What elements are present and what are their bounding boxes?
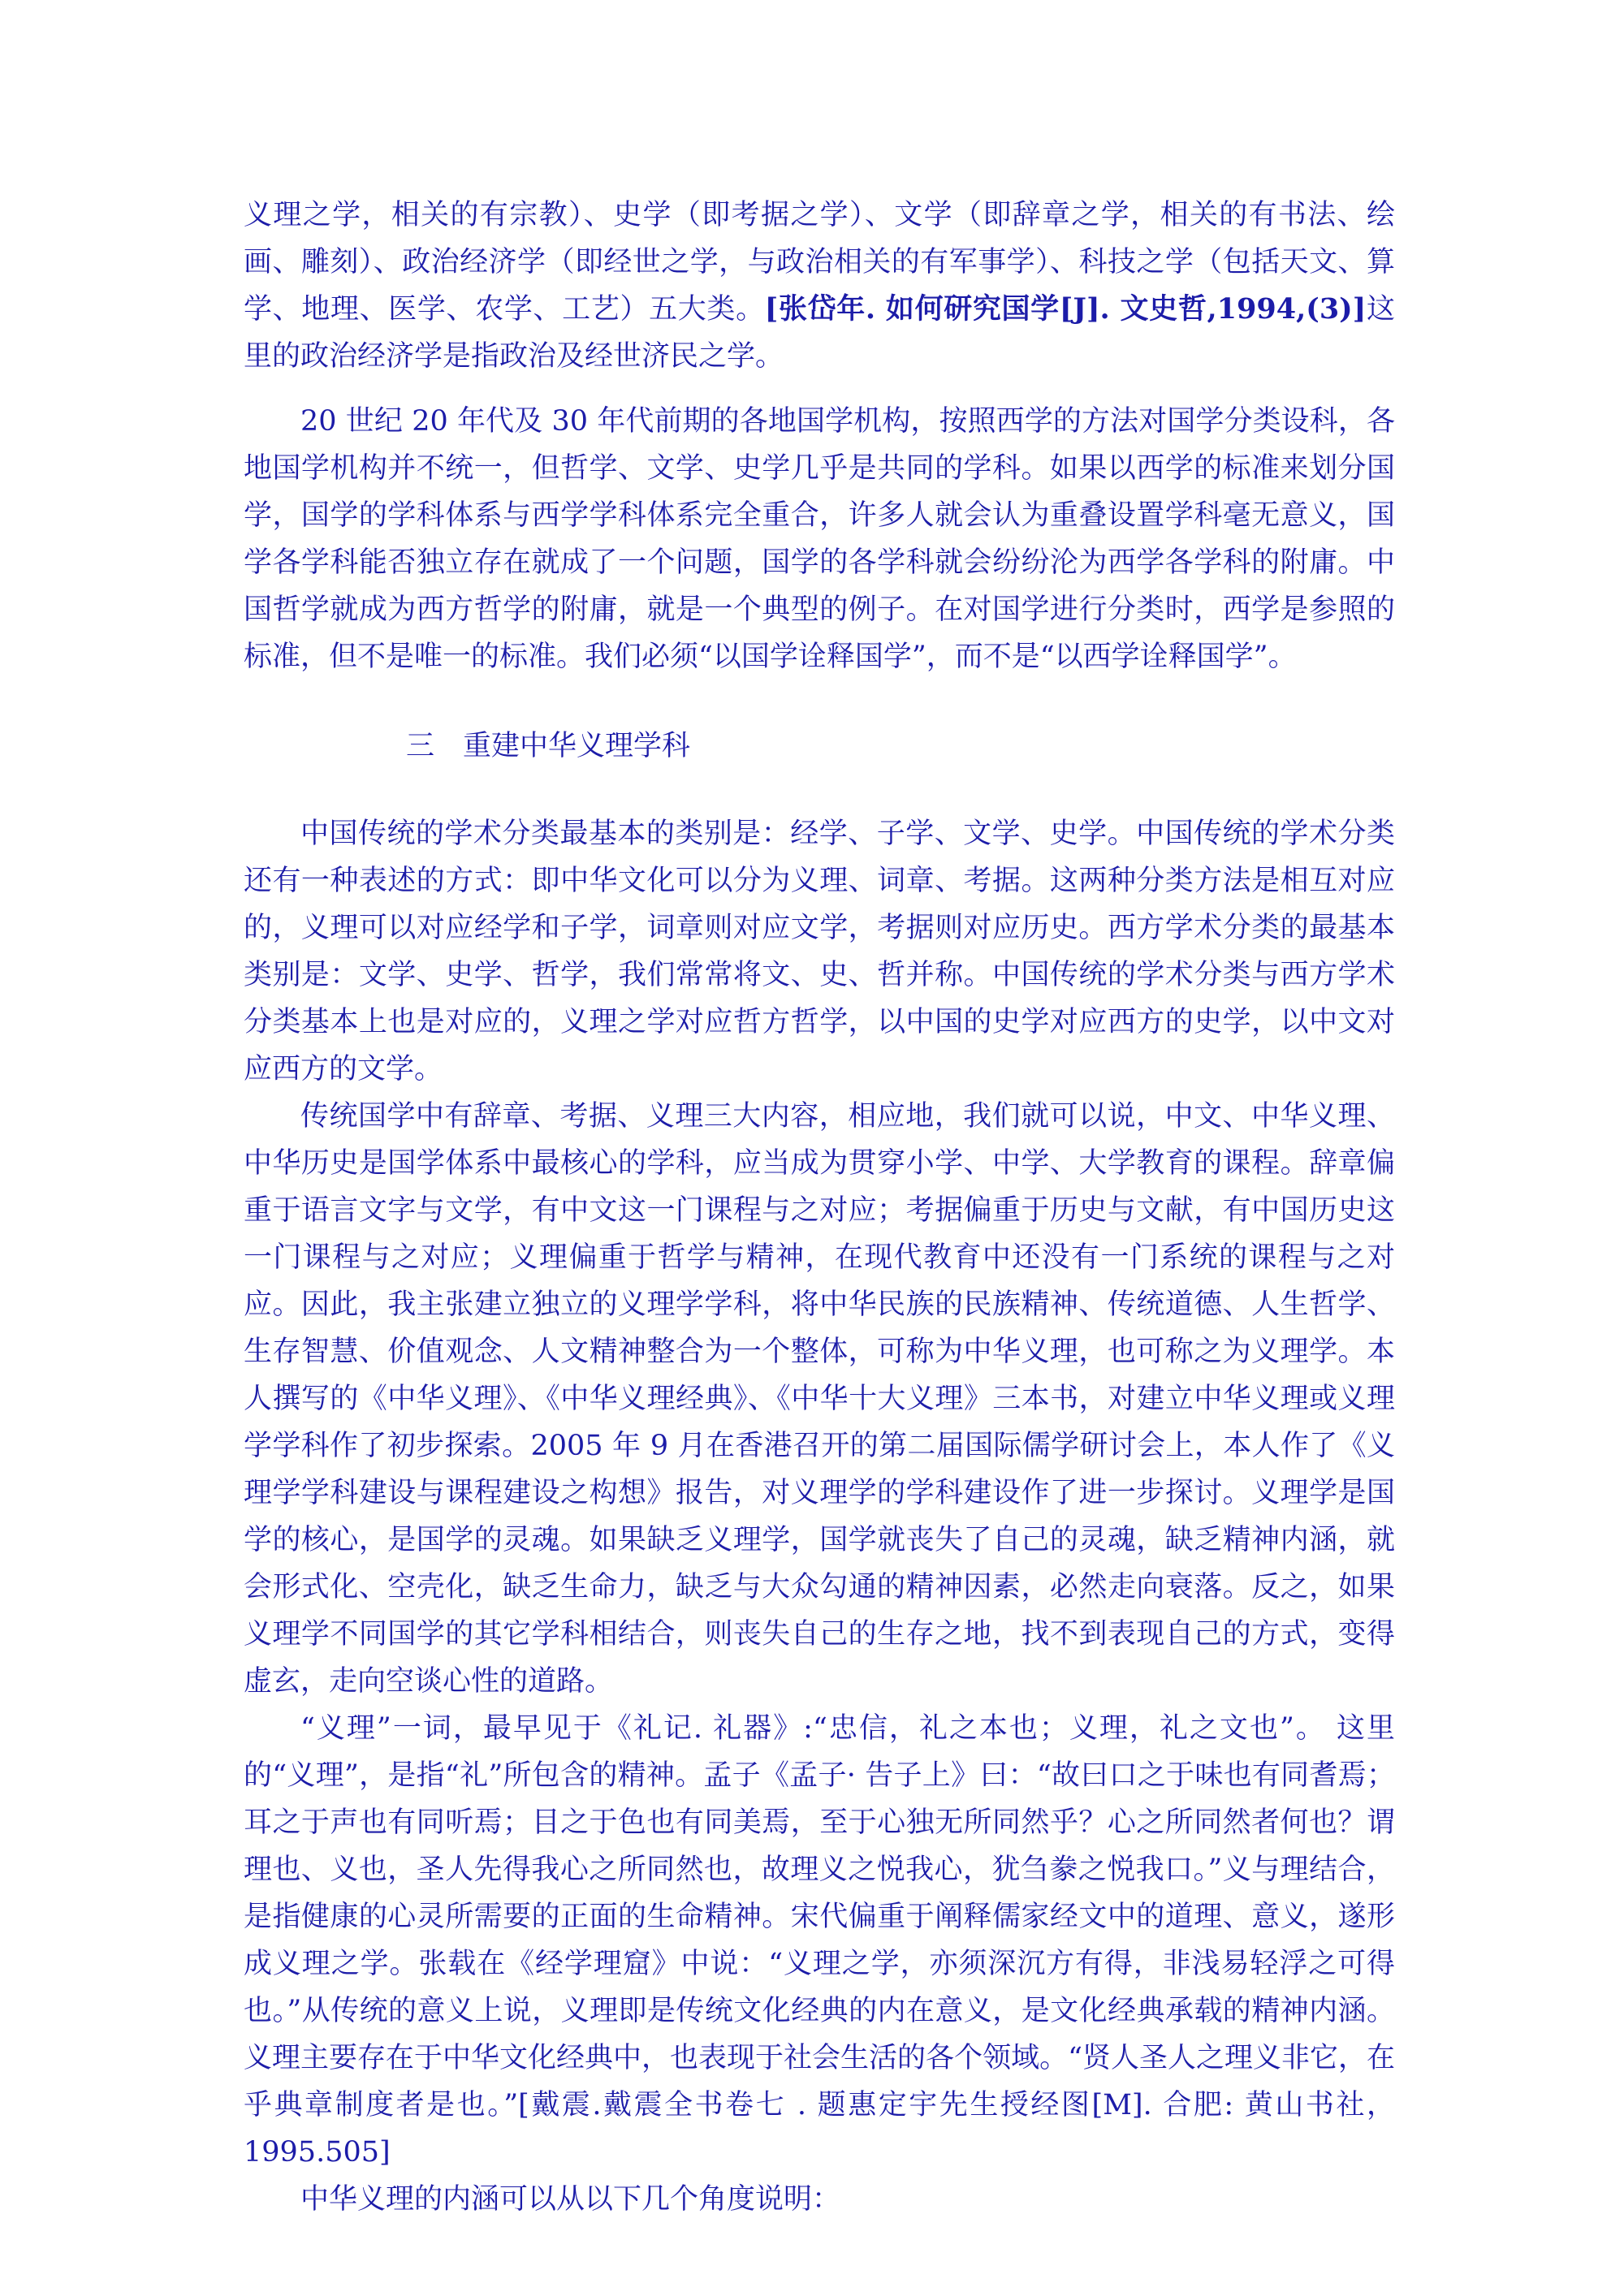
paragraph-1 [244, 192, 1395, 380]
paragraph-5: “义理”一词，最早见于《礼记. 礼器》:“忠信，礼之本也；义理，礼之文也”。 这里的“义理”，是指“礼”所包含的精神。孟子《孟子· 告子上》曰：“故曰口之于味也有同耆焉；耳之于声也有同听焉；目之于色也有同美焉，至于心独无所同然乎？心之所同然者何也？谓理也、义也，圣人先得我心之所同然也，故理义之悦我心，犹刍豢之悦我口。”义与理结合，是指健康的心灵所需要的正面的生命精神。宋代偏重于阐释儒家经文中的道理、意义，遂形成义理之学。张载在《经学理窟》中说：“义理之学，亦须深沉方有得，非浅易轻浮之可得也。”从传统的意义上说，义理即是传统文化经典的内在意义，是文化经典承载的精神内涵。义理主要存在于中华文化经典中，也表现于社会生活的各个领域。“贤人圣人之理义非它，在乎典章制度者是也。”[戴震.戴震全书卷七 . 题惠定宇先生授经图[M]. 合肥: 黄山书社，1995.505] [244, 1712, 1395, 2169]
paragraph-1-tail: 这里的政治经济学是指政治及经世济民之学。 [244, 293, 1395, 373]
paragraph-3: 中国传统的学术分类最基本的类别是：经学、子学、文学、史学。中国传统的学术分类还有一种表述的方式：即中华文化可以分为义理、词章、考据。这两种分类方法是相互对应的，义理可以对应经学和子学，词章则对应文学，考据则对应历史。西方学术分类的最基本类别是：文学、史学、哲学，我们常常将文、史、哲并称。中国传统的学术分类与西方学术分类基本上也是对应的，义理之学对应哲方哲学，以中国的史学对应西方的史学，以中文对应西方的文学。 [244, 818, 1395, 1085]
paragraph-2: 20 世纪 20 年代及 30 年代前期的各地国学机构，按照西学的方法对国学分类设科，各地国学机构并不统一，但哲学、文学、史学几乎是共同的学科。如果以西学的标准来划分国学，国学的学科体系与西学学科体系完全重合，许多人就会认为重叠设置学科毫无意义，国学各学科能否独立存在就成了一个问题，国学的各学科就会纷纷沦为西学各学科的附庸。中国哲学就成为西方哲学的附庸，就是一个典型的例子。在对国学进行分类时，西学是参照的标准，但不是唯一的标准。我们必须“以国学诠释国学”，而不是“以西学诠释国学”。 [244, 405, 1395, 673]
paragraph-6: 中华义理的内涵可以从以下几个角度说明： [300, 2183, 841, 2216]
section-heading: 三 重建中华义理学科 [406, 730, 691, 762]
paragraph-1-text: 义理之学，相关的有宗教）、史学（即考据之学）、文学（即辞章之学，相关的有书法、绘画、雕刻）、政治经济学（即经世之学，与政治相关的有军事学）、科技之学（包括天文、算学、地理、医学、农学、工艺）五大类。 [244, 199, 1395, 326]
citation-zhang-dainian: [张岱年. 如何研究国学[J]. 文史哲,1994,(3)] [764, 292, 1367, 326]
paragraph-4: 传统国学中有辞章、考据、义理三大内容，相应地，我们就可以说，中文、中华义理、中华历史是国学体系中最核心的学科，应当成为贯穿小学、中学、大学教育的课程。辞章偏重于语言文字与文学，有中文这一门课程与之对应；考据偏重于历史与文献，有中国历史这一门课程与之对应；义理偏重于哲学与精神，在现代教育中还没有一门系统的课程与之对应。因此，我主张建立独立的义理学学科，将中华民族的民族精神、传统道德、人生哲学、生存智慧、价值观念、人文精神整合为一个整体，可称为中华义理，也可称之为义理学。本人撰写的《中华义理》、《中华义理经典》、《中华十大义理》三本书，对建立中华义理或义理学学科作了初步探索。2005 年 9 月在香港召开的第二届国际儒学研讨会上，本人作了《义理学学科建设与课程建设之构想》报告，对义理学的学科建设作了进一步探讨。义理学是国学的核心，是国学的灵魂。如果缺乏义理学，国学就丧失了自己的灵魂，缺乏精神内涵，就会形式化、空壳化，缺乏生命力，缺乏与大众勾通的精神因素，必然走向衰落。反之，如果义理学不同国学的其它学科相结合，则丧失自己的生存之地，找不到表现自己的方式，变得虚玄，走向空谈心性的道路。 [244, 1100, 1395, 1698]
document-page [244, 192, 1395, 2223]
